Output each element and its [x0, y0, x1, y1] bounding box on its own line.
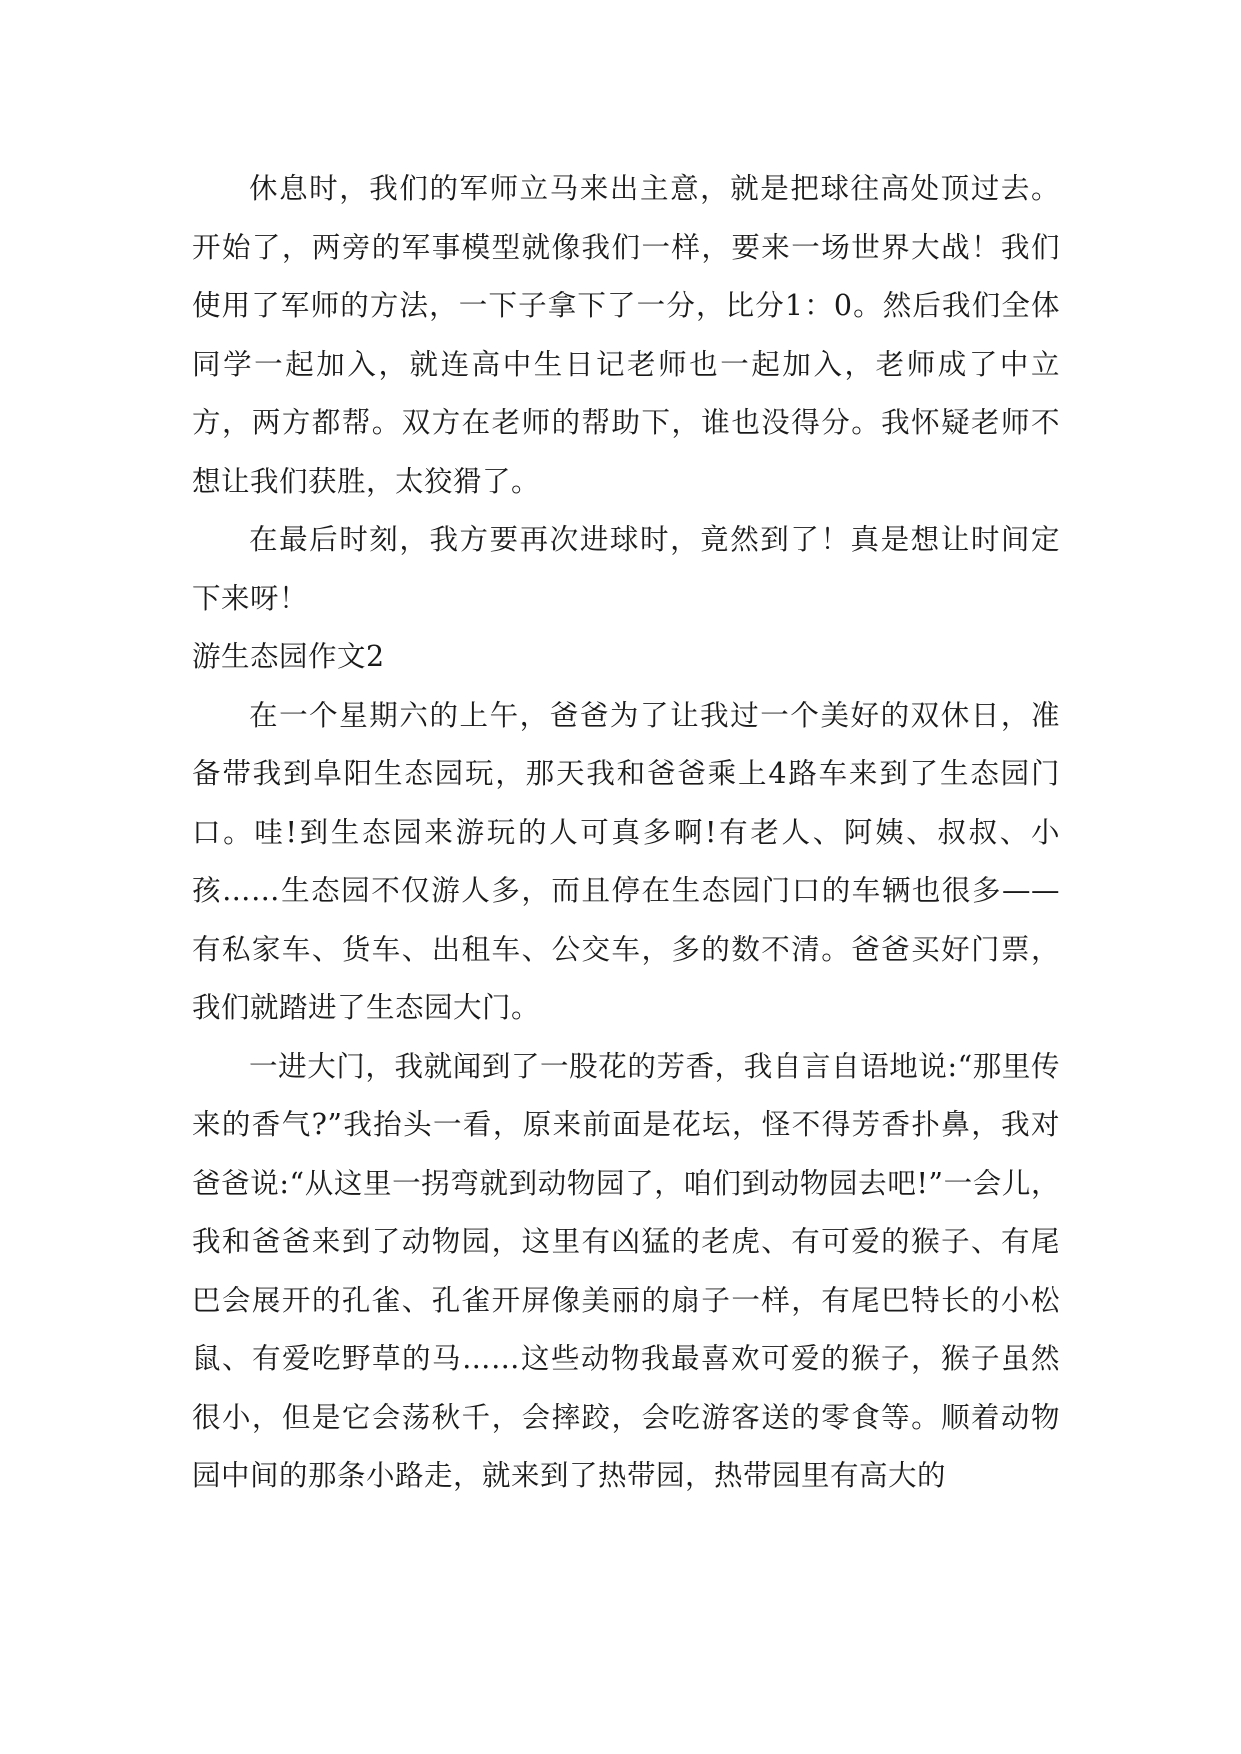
document-body — [192, 160, 1060, 1506]
paragraph-1: 休息时，我们的军师立马来出主意，就是把球往高处顶过去。开始了，两旁的军事模型就像我们一样，要来一场世界大战！我们使用了军师的方法，一下子拿下了一分，比分1：0。然后我们全体同学一起加入，就连高中生日记老师也一起加入，老师成了中立方，两方都帮。双方在老师的帮助下，谁也没得分。我怀疑老师不想让我们获胜，太狡猾了。 — [192, 172, 1060, 498]
essay-heading: 游生态园作文2 — [192, 640, 385, 673]
paragraph-4: 一进大门，我就闻到了一股花的芳香，我自言自语地说:“那里传来的香气?”我抬头一看，原来前面是花坛，怪不得芳香扑鼻，我对爸爸说:“从这里一拐弯就到动物园了，咱们到动物园去吧!”一会儿，我和爸爸来到了动物园，这里有凶猛的老虎、有可爱的猴子、有尾巴会展开的孔雀、孔雀开屏像美丽的扇子一样，有尾巴特长的小松鼠、有爱吃野草的马……这些动物我最喜欢可爱的猴子，猴子虽然很小，但是它会荡秋千，会摔跤，会吃游客送的零食等。顺着动物园中间的那条小路走，就来到了热带园，热带园里有高大的 — [192, 1049, 1060, 1492]
paragraph-2: 在最后时刻，我方要再次进球时，竟然到了！真是想让时间定下来呀！ — [192, 523, 1060, 615]
paragraph-3: 在一个星期六的上午，爸爸为了让我过一个美好的双休日，准备带我到阜阳生态园玩，那天我和爸爸乘上4路车来到了生态园门口。哇!到生态园来游玩的人可真多啊!有老人、阿姨、叔叔、小孩……生态园不仅游人多，而且停在生态园门口的车辆也很多——有私家车、货车、出租车、公交车，多的数不清。爸爸买好门票，我们就踏进了生态园大门。 — [192, 698, 1060, 1024]
